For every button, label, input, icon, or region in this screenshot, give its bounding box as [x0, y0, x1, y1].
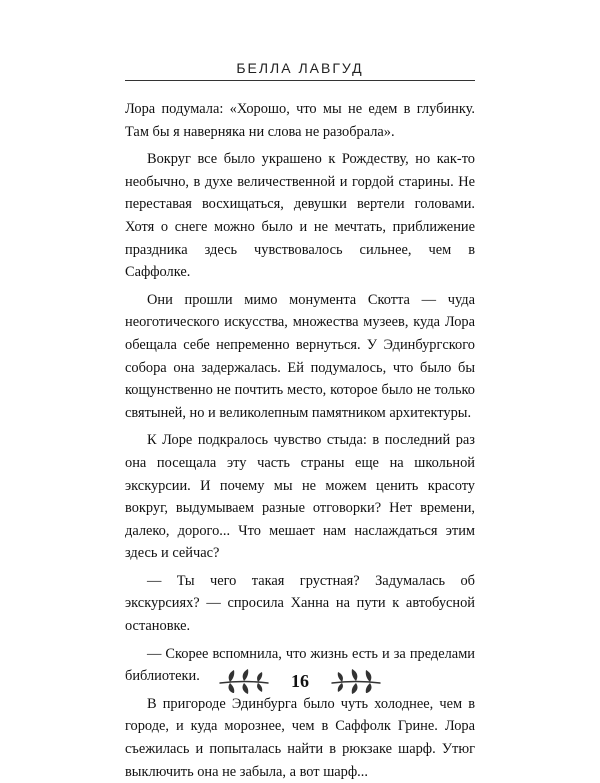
page-footer: [0, 661, 600, 701]
leaf-sprig-icon: [216, 667, 274, 695]
running-header: [125, 58, 475, 78]
dialogue-line: — Скорее вспомнила, что жизнь есть и за пределами библиотеки.: [125, 645, 475, 685]
paragraph: Они прошли мимо монумента Скотта — чуда неоготического искусства, множества музеев, куда Лора обещала себе непременно вернуться. У Эдинбургского собора она задержалась. Ей подумалось, что было бы кощунственно не почтить место, которое было не только святыней, но и великолепным памятником архитектуры.: [125, 291, 475, 421]
dialogue-line: — Ты чего такая грустная? Задумалась об экскурсиях? — спросила Ханна на пути к автобусной остановке.: [125, 572, 475, 635]
paragraph: Вокруг все было украшено к Рождеству, но как-то необычно, в духе величественной и гордой старины. Не переставая восхищаться, девушки вертели головами. Хотя о снеге можно было и не мечтать, приближение праздника здесь чувствовалось сильнее, чем в Саффолке.: [125, 151, 475, 281]
paragraph: В пригороде Эдинбурга было чуть холоднее, чем в городе, и куда морознее, чем в Саффолк Грине. Лора съежилась и попыталась найти в рюкзаке шарф. Утюг выключить она не забыла, а вот шарф...: [125, 695, 475, 780]
author-name: БЕЛЛА ЛАВГУД: [236, 60, 364, 76]
paragraph: К Лоре подкралось чувство стыда: в последний раз она посещала эту часть страны еще на школьной экскурсии. И почему мы не можем ценить красоту вокруг, выдумываем разные отговорки? Нет времени, далеко, дорого... Что мешает нам наслаждаться этим здесь и сейчас?: [125, 432, 475, 562]
header-rule: [125, 80, 475, 81]
paragraph: Лора подумала: «Хорошо, что мы не едем в глубинку. Там бы я наверняка ни слова не разобрала».: [125, 101, 475, 140]
leaf-sprig-icon: [326, 667, 384, 695]
page-number: 16: [291, 670, 309, 691]
